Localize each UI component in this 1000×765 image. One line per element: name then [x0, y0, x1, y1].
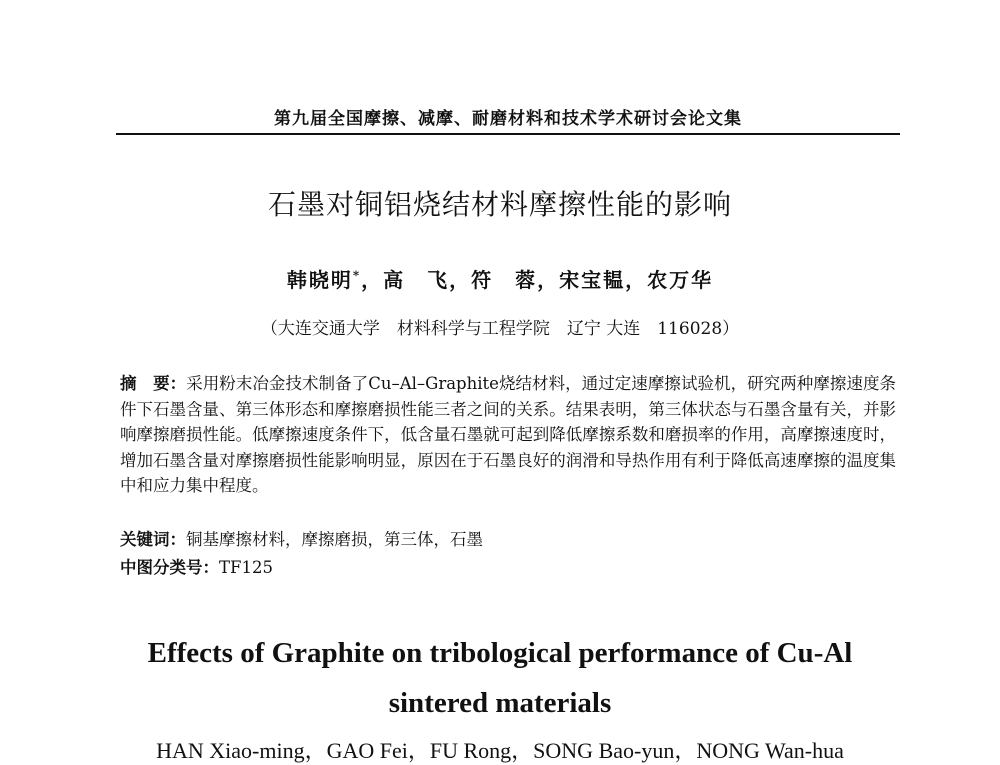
- english-title: [0, 628, 1000, 728]
- chinese-affiliation: （大连交通大学 材料科学与工程学院 辽宁 大连 116028）: [260, 319, 740, 339]
- classification-code: TF125: [219, 558, 273, 577]
- corresponding-mark: *: [352, 268, 362, 283]
- header-rule: [116, 133, 900, 135]
- abstract-label: 摘 要：: [120, 374, 187, 393]
- english-title-line-2: sintered materials: [388, 687, 612, 719]
- keywords-line: [120, 526, 483, 550]
- first-author: 韩晓明: [286, 268, 353, 292]
- english-authors: HAN Xiao-ming，GAO Fei，FU Rong，SONG Bao-yun，NONG Wan-hua: [156, 738, 844, 763]
- keywords-text: 铜基摩擦材料，摩擦磨损，第三体，石墨: [186, 530, 483, 549]
- running-head: 第九届全国摩擦、减摩、耐磨材料和技术学术研讨会论文集: [274, 109, 742, 129]
- keywords-label: 关键词：: [120, 530, 186, 549]
- english-title-line-1: Effects of Graphite on tribological performance of Cu-Al: [147, 637, 853, 669]
- classification-label: 中图分类号：: [120, 558, 219, 577]
- abstract-text: 采用粉末冶金技术制备了Cu–Al–Graphite烧结材料，通过定速摩擦试验机，研究两种摩擦速度条件下石墨含量、第三体形态和摩擦磨损性能三者之间的关系。结果表明，第三体状态与石墨含量有关，并影响摩擦磨损性能。低摩擦速度条件下，低含量石墨就可起到降低摩擦系数和磨损率的作用，高摩擦速度时，增加石墨含量对摩擦磨损性能影响明显，原因在于石墨良好的润滑和导热作用有利于降低高速摩擦的温度集中和应力集中程度。: [120, 374, 896, 495]
- chinese-title: 石墨对铜铝烧结材料摩擦性能的影响: [267, 188, 732, 221]
- classification-line: [120, 554, 273, 578]
- chinese-authors: [0, 264, 1000, 293]
- other-authors: ，高 飞，符 蓉，宋宝韫，农万华: [361, 268, 714, 292]
- abstract-block: [120, 371, 896, 499]
